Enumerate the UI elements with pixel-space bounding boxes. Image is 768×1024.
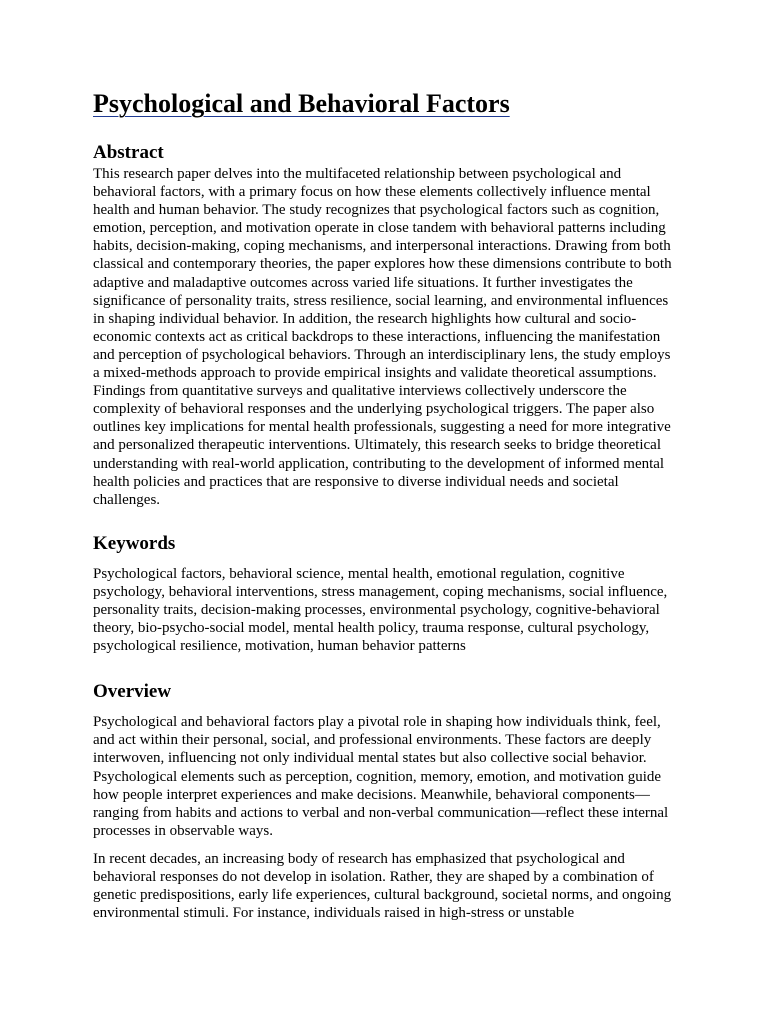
keywords-paragraph: Psychological factors, behavioral science, mental health, emotional regulation, cognitive psychology, behavioral interventions, stress management, coping mechanisms, social influence, personality traits, decision-making processes, environmental psychology, cognitive-behavioral theory, bio-psycho-social model, mental health policy, trauma response, cultural psychology, psychological resilience, motivation, human behavior patterns: [93, 565, 668, 655]
abstract-heading: Abstract: [93, 142, 164, 163]
overview-heading: Overview: [93, 681, 172, 703]
overview-paragraph-2: In recent decades, an increasing body of research has emphasized that psychological and behavioral responses do not develop in isolation. Rather, they are shaped by a combination of genetic predispositions, early life experiences, cultural background, societal norms, and ongoing environmental stimuli. For instance, individuals raised in high-stress or unstable: [93, 850, 672, 922]
document-page: [93, 86, 677, 922]
abstract-paragraph: This research paper delves into the multifaceted relationship between psychological and behavioral factors, with a primary focus on how these elements collectively influence mental health and human behavior. The study recognizes that psychological factors such as cognition, emotion, perception, and motivation operate in close tandem with behavioral patterns including habits, decision-making, coping mechanisms, and interpersonal interactions. Drawing from both classical and contemporary theories, the paper explores how these dimensions contribute to both adaptive and maladaptive outcomes across varied life situations. It further investigates the significance of personality traits, stress resilience, social learning, and environmental influences in shaping individual behavior. In addition, the research highlights how cultural and socio-economic contexts act as critical backdrops to these interactions, influencing the manifestation and perception of psychological behaviors. Through an interdisciplinary lens, the study employs a mixed-methods approach to provide empirical insights and validate theoretical assumptions. Findings from quantitative surveys and qualitative interviews collectively underscore the complexity of behavioral responses and the underlying psychological triggers. The paper also outlines key implications for mental health professionals, suggesting a need for more integrative and personalized therapeutic interventions. Ultimately, this research seeks to bridge theoretical understanding with real-world application, contributing to the development of informed mental health policies and practices that are responsive to diverse individual needs and societal challenges.: [93, 166, 672, 508]
document-title: Psychological and Behavioral Factors: [93, 89, 510, 118]
overview-paragraph-1: Psychological and behavioral factors play a pivotal role in shaping how individuals think, feel, and act within their personal, social, and professional environments. These factors are deeply interwoven, influencing not only individual mental states but also collective social behavior. Psychological elements such as perception, cognition, memory, emotion, and motivation guide how people interpret experiences and make decisions. Meanwhile, behavioral components—ranging from habits and actions to verbal and non-verbal communication—reflect these internal processes in observable ways.: [93, 714, 669, 839]
keywords-heading: Keywords: [93, 532, 176, 554]
